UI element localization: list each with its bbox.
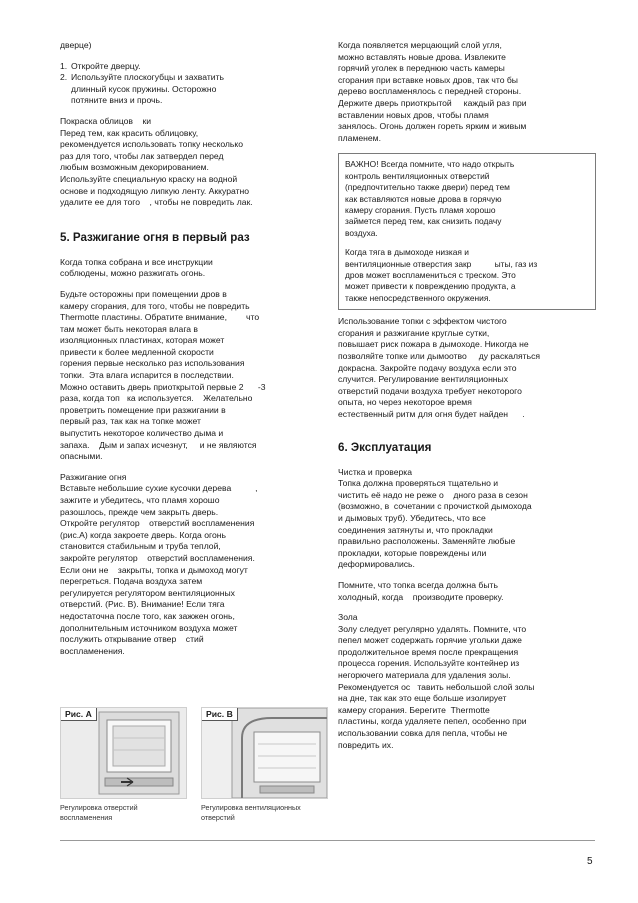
text-line: Регулировка вентиляционных (201, 803, 301, 812)
text-line: случится. Регулирование вентиляционных (338, 374, 509, 385)
text-line: холодный, когда производите проверку. (338, 591, 504, 602)
text-line: Перед тем, как красить облицовку, (60, 127, 199, 138)
text-line: вентиляционные отверстия закр ыты, газ из (345, 258, 538, 269)
text-line: (возможно, в сочетании с прочисткой дымохода (338, 501, 532, 512)
text-line: топки. Эта влага испарится в последствии. (60, 370, 234, 381)
text-line: Держите дверь приоткрытой каждый раз при (338, 97, 527, 108)
text-line: дров может воспламениться с треском. Это (345, 270, 516, 280)
text-line: дополнительным источником воздуха может (60, 622, 238, 633)
text-line: Золу следует регулярно удалять. Помните, что (338, 623, 527, 634)
text-line: как вставляются новые дрова в горячую (345, 193, 502, 204)
text-line: сгорания при вставке новых дров, так что бы (338, 74, 518, 85)
text-line: чистить её надо не реже о дного раза в сезон (338, 489, 528, 500)
text-line: Thermotte пластины. Обратите внимание, что (60, 312, 260, 323)
text-line: Рекомендуется ос тавить небольшой слой золы (338, 681, 535, 692)
usage-paragraph (338, 316, 596, 420)
text-line: отверстий подачи воздуха требует некоторого (338, 385, 522, 396)
section-5-heading: 5. Разжигание огня в первый раз (60, 230, 250, 244)
section-6-heading: 6. Эксплуатация (338, 440, 432, 454)
text-line: Используйте плоскогубцы и захватить (71, 72, 224, 83)
text-line: потяните вниз и прочь. (71, 95, 163, 106)
text-line: любым возможным декорированием. (60, 162, 209, 173)
careful-paragraph (60, 289, 325, 463)
steps-list (60, 61, 325, 107)
text-line: может привести к повреждению продукта, а (345, 281, 516, 292)
figures (60, 707, 325, 831)
text-line: на дне, так как это еще больше изолирует (338, 693, 507, 704)
text-line: там может быть некоторая влага в (60, 323, 199, 334)
text-line: первый раз, так как на топке может (60, 416, 201, 427)
text-line: повышает риск пожара в дымоходе. Никогда не (338, 339, 529, 350)
text-line: Разжигание огня (60, 471, 127, 482)
embers-paragraph (338, 40, 596, 144)
text-line: правильно расположены. Заменяйте любые (338, 536, 516, 547)
ash-paragraph (338, 612, 596, 751)
ignition-paragraph (60, 472, 325, 658)
text-line: Будьте осторожны при помещении дров в (60, 288, 227, 299)
text-line: использовании совка для пепла, чтобы не (338, 728, 508, 739)
text-line: Когда появляется мерцающий слой угля, (338, 40, 502, 50)
text-line: горения первые несколько раз использования (60, 358, 245, 369)
warning-box (338, 153, 596, 310)
text-line: закройте регулятор отверстий воспламенения. (60, 552, 255, 563)
text-line: камеру сгорания. Пусть пламя хорошо (345, 204, 496, 215)
text-line: соблюдены, можно разжигать огонь. (60, 268, 206, 279)
text-line: выпустить некоторое количество дыма и (60, 428, 224, 439)
text-line: повредить их. (338, 739, 394, 750)
text-line: Откройте регулятор отверстий воспламенения (60, 518, 255, 529)
text-line: послужить открывание отвер стий (60, 634, 204, 645)
text-line: Топка должна проверяться тщательно и (338, 478, 499, 489)
text-line: привести к более медленной скорости (60, 346, 214, 357)
step-item: 1. Откройте дверцу. (60, 61, 325, 73)
text-line: прокладки, которые повреждены или (338, 547, 487, 558)
text-line: также непосредственного окружения. (345, 292, 491, 303)
text-line: вставлении новых дров, чтобы пламя (338, 109, 489, 120)
text-line: удалите ее для того , чтобы не повредить лак. (60, 197, 253, 208)
text-line: длинный кусок пружины. Осторожно (71, 83, 217, 94)
text-line: основе и подходящую липкую ленту. Аккуратно (60, 185, 250, 196)
text-line: займется перед тем, как снизить подачу (345, 216, 502, 227)
text-line: опыта, но через некоторое время (338, 397, 472, 408)
text-line: естественный ритм для огня будет найден . (338, 408, 525, 419)
cleaning-paragraph (338, 467, 596, 571)
text-line: занялось. Огонь должен гореть ярким и живым (338, 121, 527, 132)
text-line: регулируется регулятором вентиляционных (60, 587, 235, 598)
text-line: разошлось, прежде чем закрыть дверь. (60, 506, 219, 517)
text-line: отверстий (201, 812, 235, 822)
figure-b (201, 707, 328, 799)
text-line: раз для того, чтобы лак затвердел перед (60, 150, 224, 161)
figure-a-label: Рис. А (61, 708, 97, 721)
text-line: изоляционных пластинах, которая может (60, 335, 225, 346)
text-line: Если они не закрыты, топка и дымоход могут (60, 564, 248, 575)
text-line: становится стабильным и труба теплой, (60, 541, 221, 552)
page-number: 5 (587, 856, 593, 867)
text-line: отверстий. (Рис. В). Внимание! Если тяга (60, 599, 225, 610)
text-line: деформировались. (338, 559, 415, 570)
text-line: контроль вентиляционных отверстий (345, 170, 490, 181)
text-line: горячий уголек в переднюю часть камеры (338, 63, 505, 74)
text-line: Регулировка отверстий (60, 803, 138, 812)
stove-ignition-illustration (61, 708, 186, 798)
text-line: дверце) (60, 40, 92, 50)
text-line: пламенем. (338, 132, 381, 143)
text-line: Помните, что топка всегда должна быть (338, 579, 498, 590)
text-line: Покраска облицов ки (60, 115, 152, 126)
text-line: (предпочтительно также двери) перед тем (345, 182, 510, 193)
figure-a (60, 707, 187, 799)
text-line: Зола (338, 612, 358, 623)
text-line: воспламенения. (60, 645, 125, 656)
text-line: Откройте дверцу. (71, 60, 141, 71)
text-line: воспламенения (60, 812, 113, 822)
stove-vent-illustration (202, 708, 327, 798)
text-line: рекомендуется использовать топку несколько (60, 139, 244, 150)
text-line: опасными. (60, 451, 103, 462)
text-line: позволяйте топке или дымоотво ду раскаляться (338, 351, 541, 361)
text-line: докрасна. Закройте подачу воздуха если это (338, 362, 517, 373)
step-item: 2. Используйте плоскогубцы и захватить длинный кусок пружины. Осторожно потяните вниз и прочь. (60, 72, 325, 107)
text-line: перегреться. Подача воздуха затем (60, 576, 203, 587)
text-line: камеру сгорания. Берегите Thermotte (338, 704, 490, 715)
text-line: можно вставлять новые дрова. Извлеките (338, 51, 506, 62)
text-line: Используйте специальную краску на водной (60, 173, 238, 184)
text-line: Когда топка собрана и все инструкции (60, 256, 213, 267)
text-line: недостаточна после того, как зажжен огонь, (60, 610, 235, 621)
text-line: пепел может содержать горячие угольки даже (338, 635, 522, 646)
text-line: продолжительное время после прекращения (338, 646, 519, 657)
text-line: процесса горения. Используйте контейнер из (338, 658, 520, 669)
text-line: Когда тяга в дымоходе низкая и (345, 247, 469, 258)
text-line: сгорания и разжигание круглые сутки, (338, 327, 490, 338)
text-line: Вставьте небольшие сухие кусочки дерева , (60, 483, 258, 494)
text-line: Чистка и проверка (338, 466, 413, 477)
text-line: ВАЖНО! Всегда помните, что надо открыть (345, 159, 515, 170)
intro-paragraph (60, 40, 325, 52)
text-line: Использование топки с эффектом чистого (338, 316, 507, 327)
text-line: воздуха. (345, 227, 378, 238)
text-line: Можно оставить дверь приоткрытой первые 2 -3 (60, 381, 266, 392)
text-line: камеру сгорания, для того, чтобы не повредить (60, 300, 250, 311)
text-line: раза, когда топ ка используется. Желательно (60, 393, 253, 404)
warning-draft (345, 247, 589, 304)
painting-paragraph (60, 116, 325, 209)
text-line: и дымовых труб). Убедитесь, что все (338, 512, 486, 523)
left-column (60, 40, 325, 666)
text-line: проветрить помещение при разжигании в (60, 404, 226, 415)
ready-paragraph (60, 257, 325, 280)
figure-b-label: Рис. В (202, 708, 238, 721)
text-line: (рис.А) когда закроете дверь. Когда огонь (60, 529, 226, 540)
right-column (338, 40, 596, 760)
remember-paragraph (338, 580, 596, 603)
text-line: негорючего материала для удаления золы. (338, 670, 511, 681)
text-line: дерево воспламенялось с передней стороны. (338, 86, 522, 97)
figure-b-caption (201, 803, 326, 822)
text-line: пластины, когда удаляете пепел, особенно при (338, 716, 527, 727)
footer-divider (60, 840, 595, 841)
figure-a-caption (60, 803, 185, 822)
text-line: зажгите и убедитесь, что пламя хорошо (60, 495, 220, 505)
warning-important (345, 159, 589, 239)
text-line: соединения затянуты и, что прокладки (338, 524, 493, 535)
text-line: запаха. Дым и запах исчезнут, и не являются (60, 439, 257, 450)
